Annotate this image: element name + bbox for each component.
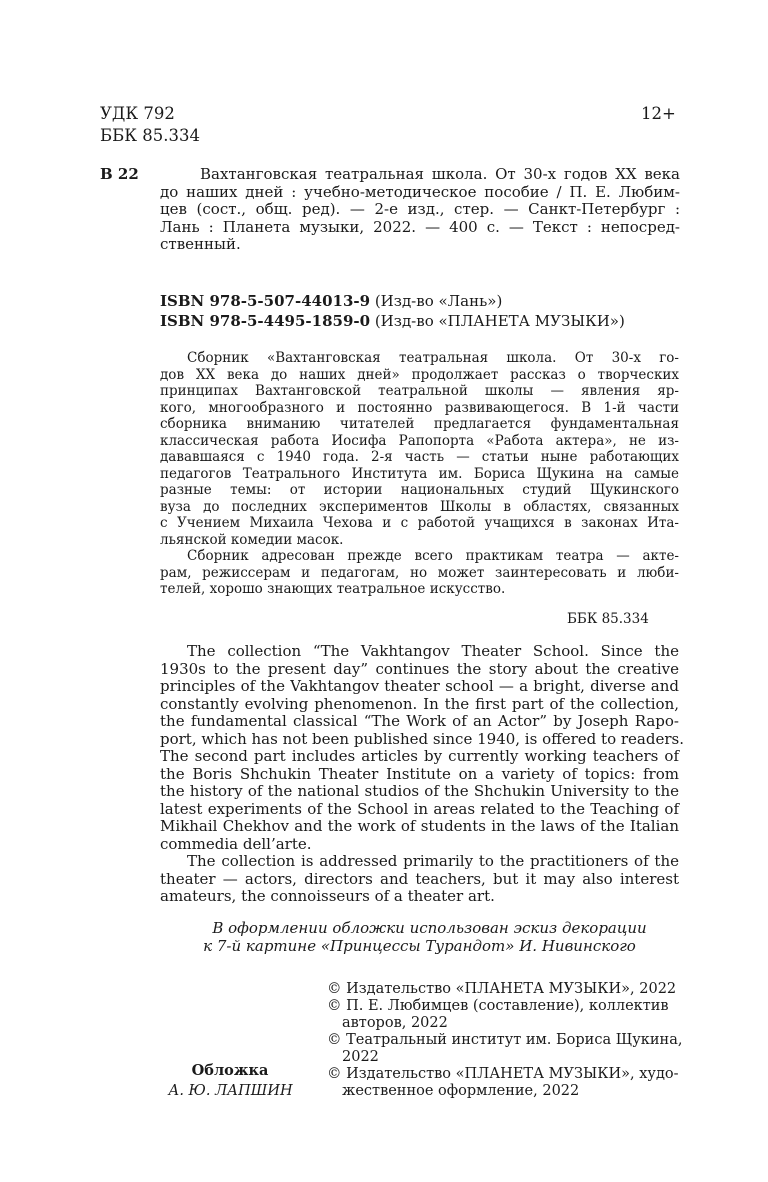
copyright-line: © Театральный институт им. Бориса Щукина, [327,1032,683,1048]
abstract-line: льянской комедии масок. [160,531,344,548]
isbn-number: ISBN 978-5-507-44013-9 [160,292,371,310]
abstract-line: кого, многообразного и постоянно развивающегося. В 1-й части [160,399,679,416]
abstract-line: телей, хорошо знающих театральное искусство. [160,581,506,597]
abstract-en-line: principles of the Vakhtangov theater school — a bright, diverse and [160,677,679,695]
abstract-en-line: Mikhail Chekhov and the work of students in the laws of the Italian [160,817,679,835]
copyright-line: 2022 [342,1049,379,1065]
description-line: до наших дней : учебно-методическое пособие / П. Е. Любим- [160,182,680,201]
abstract-bbk: ББК 85.334 [567,611,649,627]
bbk-code: ББК 85.334 [100,126,200,145]
copyright-line: © Издательство «ПЛАНЕТА МУЗЫКИ», худо- [327,1066,679,1082]
cover-note-line: к 7-й картине «Принцессы Турандот» И. Нивинского [203,936,636,955]
abstract-line: вуза до последних экспериментов Школы в областях, связанных [160,498,679,515]
isbn-number: ISBN 978-5-4495-1859-0 [160,311,371,330]
age-rating: 12+ [641,104,676,123]
description-line: ственный. [160,235,241,253]
abstract-ru [160,350,679,598]
abstract-line: сборника вниманию читателей предлагается фундаментальная [160,416,679,432]
abstract-line: Сборник «Вахтанговская театральная школа. От 30-х го- [187,350,679,366]
copyright-line: жественное оформление, 2022 [342,1083,580,1099]
description-line: Лань : Планета музыки, 2022. — 400 с. — Текст : непосред- [160,217,680,236]
abstract-en [160,642,684,906]
copyright-entry [327,1032,682,1066]
udk-code: УДК 792 [100,104,175,123]
abstract-en-line: constantly evolving phenomenon. In the first part of the collection, [160,694,679,713]
cover-label: Обложка [191,1062,269,1079]
author-mark: В 22 [100,165,139,183]
isbn-block [160,293,625,330]
description-line: цев (сост., общ. ред). — 2-е изд., стер. — Санкт-Петербург : [160,200,680,218]
abstract-line: разные темы: от истории национальных студий Щукинского [160,482,679,498]
abstract-line: классическая работа Иосифа Рапопорта «Работа актера», не из- [160,432,679,449]
copyright-line: © Издательство «ПЛАНЕТА МУЗЫКИ», 2022 [327,981,677,997]
isbn-publisher: (Изд-во «ПЛАНЕТА МУЗЫКИ») [374,311,625,330]
cover-artist: А. Ю. ЛАПШИН [168,1083,293,1099]
abstract-line: с Учением Михаила Чехова и с работой учащихся в законах Ита- [160,515,679,531]
abstract-line: принципах Вахтанговской театральной школы — явления яр- [160,383,679,399]
isbn-line [160,293,625,311]
abstract-line: рам, режиссерам и педагогам, но может заинтересовать и люби- [160,564,679,581]
abstract-en-line: The second part includes articles by currently working teachers of [160,747,679,765]
copyright-entry [327,981,682,998]
abstract-en-line: the fundamental classical “The Work of an Actor” by Joseph Rapo- [160,712,679,730]
abstract-en-line: commedia dell’arte. [160,834,312,853]
abstract-line: педагогов Театрального Института им. Бориса Щукина на самые [160,465,679,482]
abstract-en-line: the Boris Shchukin Theater Institute on a variety of topics: from [160,764,679,783]
abstract-en-line: the history of the national studios of the Shchukin University to the [160,782,679,800]
abstract-line: дов XX века до наших дней» продолжает рассказ о творческих [160,366,679,383]
abstract-line: дававшаяся с 1940 года. 2-я часть — статьи ныне работающих [160,449,679,465]
copyright-line: © П. Е. Любимцев (составление), коллектив [327,998,669,1014]
copyright-entry [327,1066,682,1100]
bibliographic-description [160,166,680,254]
cover-note-line: В оформлении обложки использован эскиз декорации [212,919,647,937]
abstract-en-line: latest experiments of the School in areas related to the Teaching of [160,799,679,818]
isbn-line [160,313,625,331]
cover-note [160,920,679,955]
abstract-en-line: theater — actors, directors and teachers, but it may also interest [160,869,679,888]
abstract-en-line: The collection “The Vakhtangov Theater School. Since the [187,642,679,660]
abstract-line: Сборник адресован прежде всего практикам театра — акте- [187,548,679,564]
description-line: Вахтанговская театральная школа. От 30-х годов XX века [200,165,680,183]
isbn-publisher: (Изд-во «Лань») [374,292,503,310]
copyright-entry [327,998,682,1032]
copyright-list [327,981,682,1100]
abstract-en-line: The collection is addressed primarily to the practitioners of the [187,852,679,870]
copyright-line: авторов, 2022 [342,1015,448,1031]
abstract-en-line: amateurs, the connoisseurs of a theater art. [160,887,495,905]
abstract-en-line: 1930s to the present day” continues the story about the creative [160,659,679,678]
abstract-en-line: port, which has not been published since 1940, is offered to readers. [160,729,684,748]
